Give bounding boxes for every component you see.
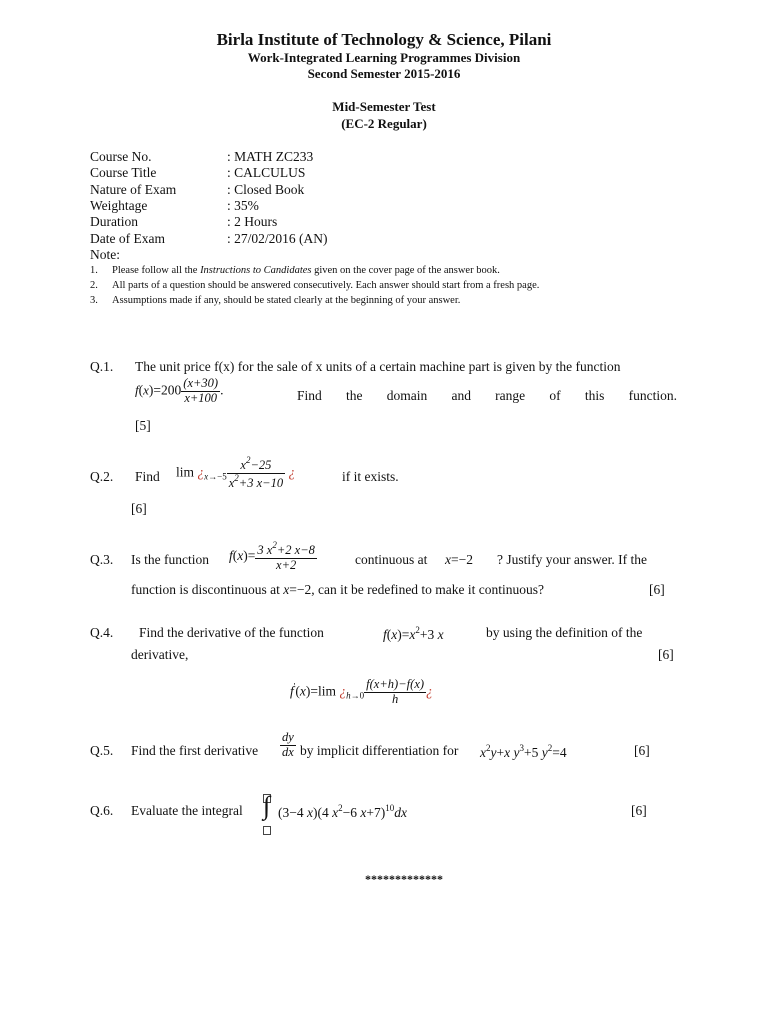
question-3-number: Q.3. [90,552,114,567]
question-6-pre: Evaluate the integral [131,803,243,818]
question-5-equation: $x^2y+x$ $y^3+5$ $y^2=4$ [480,743,567,760]
question-5-pre: Find the first derivative [131,743,259,758]
detail-row [90,149,313,165]
note-number: 3. [90,295,98,306]
question-5-number: Q.5. [90,743,114,758]
integral-bound-lower [263,822,271,840]
note-label: Note: [90,247,120,262]
detail-value: : Closed Book [227,181,305,197]
detail-value: : CALCULUS [227,165,306,181]
question-4-definition: f'(x)=lim ¿$_{h\to 0}$ $\frac{f(x+h)-f(x)}{h}$ ¿ [290,677,433,706]
question-2-number: Q.2. [90,469,114,484]
question-4-text: Find the derivative of the function [139,625,324,640]
end-marker: ************* [365,872,443,886]
detail-key: Course No. [90,149,152,164]
detail-value: : 35% [227,197,259,213]
note-text: Assumptions made if any, should be stated clearly at the beginning of your answer. [112,295,461,306]
question-2-pre: Find [135,469,160,484]
question-3-pre: Is the function [131,552,209,567]
integral-sign: ∫ [263,791,271,820]
semester-title: Second Semester 2015-2016 [307,66,461,81]
question-1-formula: f(x)=200 $\frac{(x+30)}{x+100}$ . [135,376,224,405]
question-1-text: The unit price f(x) for the sale of x units of a certain machine part is given by the function [135,359,621,374]
question-5-derivative: $\frac{dy}{dx}$ [282,730,294,759]
note-number: 2. [90,280,98,291]
question-1-after: Find the domain and range of this function. [297,388,677,403]
note-item [90,265,500,276]
question-4-marks: [6] [658,647,674,662]
question-3-after: ? Justify your answer. If the [497,552,647,567]
question-4-line2: derivative, [131,647,189,662]
detail-key: Course Title [90,165,157,181]
question-4-number: Q.4. [90,625,114,640]
question-3-function: f(x)= $\frac{3 x^2+2 x-8}{x+2}$ [229,540,315,572]
detail-row [90,231,328,247]
question-4-after: by using the definition of the [486,625,643,640]
detail-key: Nature of Exam [90,181,177,197]
detail-value: : MATH ZC233 [227,149,314,164]
question-6-integrand: (3−4 x)(4 $x^2-6$ x+7)$^{10}$dx [278,803,407,820]
note-text: All parts of a question should be answered consecutively. Each answer should start from a fresh page. [112,280,540,291]
question-2-marks: [6] [131,501,147,516]
detail-value: : 27/02/2016 (AN) [227,230,328,246]
detail-row [90,182,304,198]
test-title: Mid-Semester Test [332,99,436,114]
note-item [90,295,460,306]
question-2-limit: $\lim ¿_{x\to-5}$ $\frac{x^2-25}{x^2+3 x-10}$ ¿ [176,455,296,490]
detail-row [90,165,305,181]
detail-key: Duration [90,214,138,230]
question-6-number: Q.6. [90,803,114,818]
note-item [90,280,539,291]
test-type: (EC-2 Regular) [341,116,427,131]
question-3-point: x=−2 [445,552,473,567]
question-4-function: $f(x)=x^2+3$ x [383,625,444,642]
note-italic: Instructions to Candidates [200,265,312,276]
division-title: Work-Integrated Learning Programmes Division [247,50,521,65]
question-3-marks: [6] [649,582,665,597]
question-3-line2b-text: , can it be redefined to make it continuous? [311,582,545,597]
institute-title: Birla Institute of Technology & Science, Pilani [216,30,552,49]
question-1-number: Q.1. [90,359,114,374]
detail-key: Weightage [90,197,148,213]
question-1-marks: [5] [135,418,151,433]
note-text: Please follow all the [112,265,201,276]
note-text: given on the cover page of the answer book. [311,265,500,276]
detail-value: : 2 Hours [227,214,278,230]
question-3-line2-text: function is discontinuous at [131,582,280,597]
question-3-line2: function is discontinuous at x=−2, can it be redefined to make it continuous? [131,582,545,597]
question-5-mid: by implicit differentiation for [300,743,459,758]
question-3-mid: continuous at [355,552,428,567]
detail-row [90,198,259,214]
question-2-after: if it exists. [342,469,399,484]
question-5-marks: [6] [634,743,650,758]
detail-row [90,214,277,230]
detail-key: Date of Exam [90,230,165,246]
note-number: 1. [90,265,98,276]
question-6-marks: [6] [631,803,647,818]
